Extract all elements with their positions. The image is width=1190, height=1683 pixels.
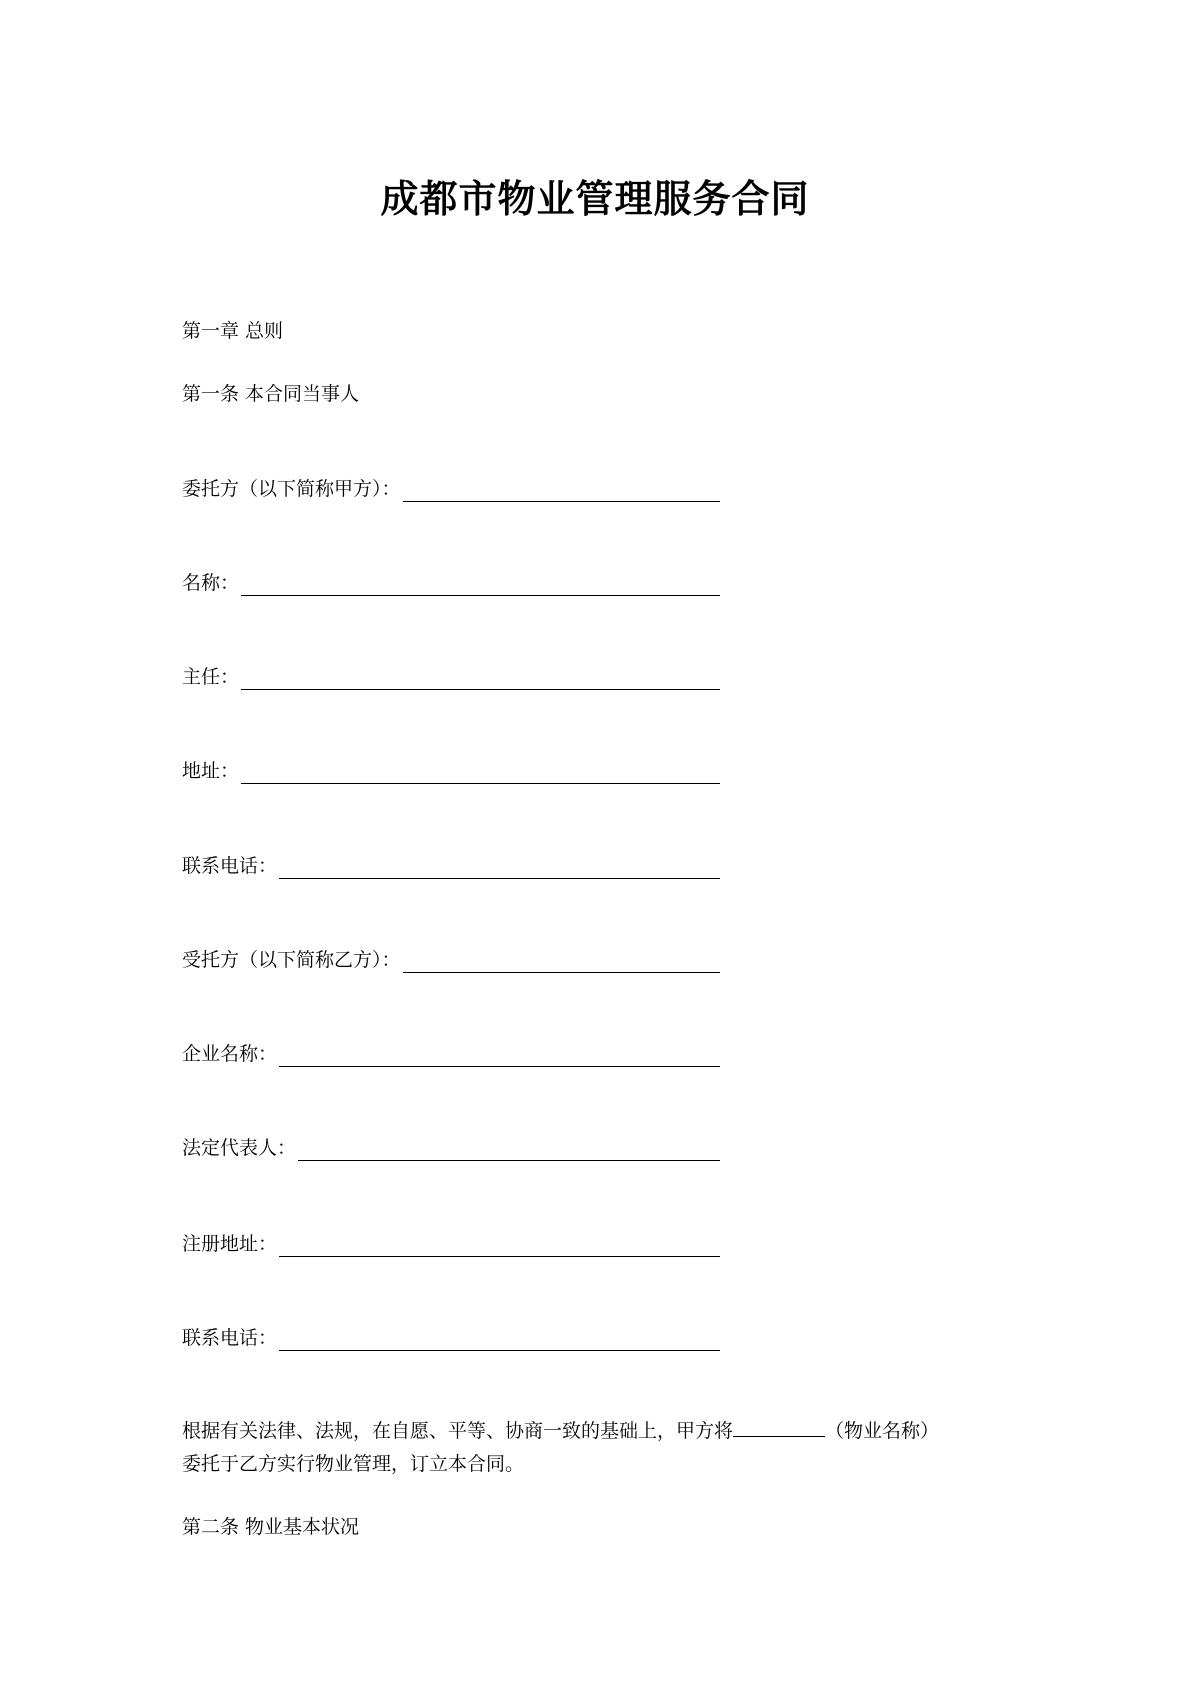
property-name-blank[interactable] (733, 1418, 825, 1437)
form-field (182, 664, 720, 690)
field-blank[interactable] (298, 1140, 720, 1161)
field-label: 联系电话： (182, 855, 278, 877)
field-blank[interactable] (241, 575, 720, 596)
field-label: 联系电话： (182, 1327, 278, 1349)
field-label: 名称： (182, 572, 240, 594)
field-label: 主任： (182, 666, 240, 688)
form-field (182, 476, 720, 502)
field-label: 法定代表人： (182, 1137, 297, 1159)
article-heading: 第一条 本合同当事人 (182, 383, 360, 405)
form-field (182, 1231, 720, 1257)
form-field (182, 1041, 720, 1067)
paragraph-text-suffix: （物业名称） (825, 1420, 940, 1442)
form-field (182, 1325, 720, 1351)
chapter-heading: 第一章 总则 (182, 320, 284, 342)
agreement-paragraph-line2: 委托于乙方实行物业管理，订立本合同。 (182, 1453, 525, 1475)
agreement-paragraph-line1 (182, 1418, 939, 1444)
field-blank[interactable] (241, 669, 720, 690)
field-blank[interactable] (403, 952, 720, 973)
form-field (182, 853, 720, 879)
paragraph-text: 根据有关法律、法规，在自愿、平等、协商一致的基础上，甲方将 (182, 1420, 734, 1442)
form-field (182, 570, 720, 596)
form-field (182, 1135, 720, 1161)
field-blank[interactable] (279, 1236, 720, 1257)
field-blank[interactable] (279, 858, 720, 879)
form-field (182, 947, 720, 973)
field-label: 企业名称： (182, 1043, 278, 1065)
field-blank[interactable] (279, 1046, 720, 1067)
field-blank[interactable] (279, 1330, 720, 1351)
field-label: 注册地址： (182, 1233, 278, 1255)
article-heading: 第二条 物业基本状况 (182, 1516, 360, 1538)
field-blank[interactable] (241, 763, 720, 784)
document-title: 成都市物业管理服务合同 (380, 176, 810, 221)
field-label: 受托方（以下简称乙方）： (182, 949, 401, 971)
field-label: 地址： (182, 760, 240, 782)
field-label: 委托方（以下简称甲方）： (182, 478, 401, 500)
form-field (182, 758, 720, 784)
field-blank[interactable] (403, 481, 720, 502)
